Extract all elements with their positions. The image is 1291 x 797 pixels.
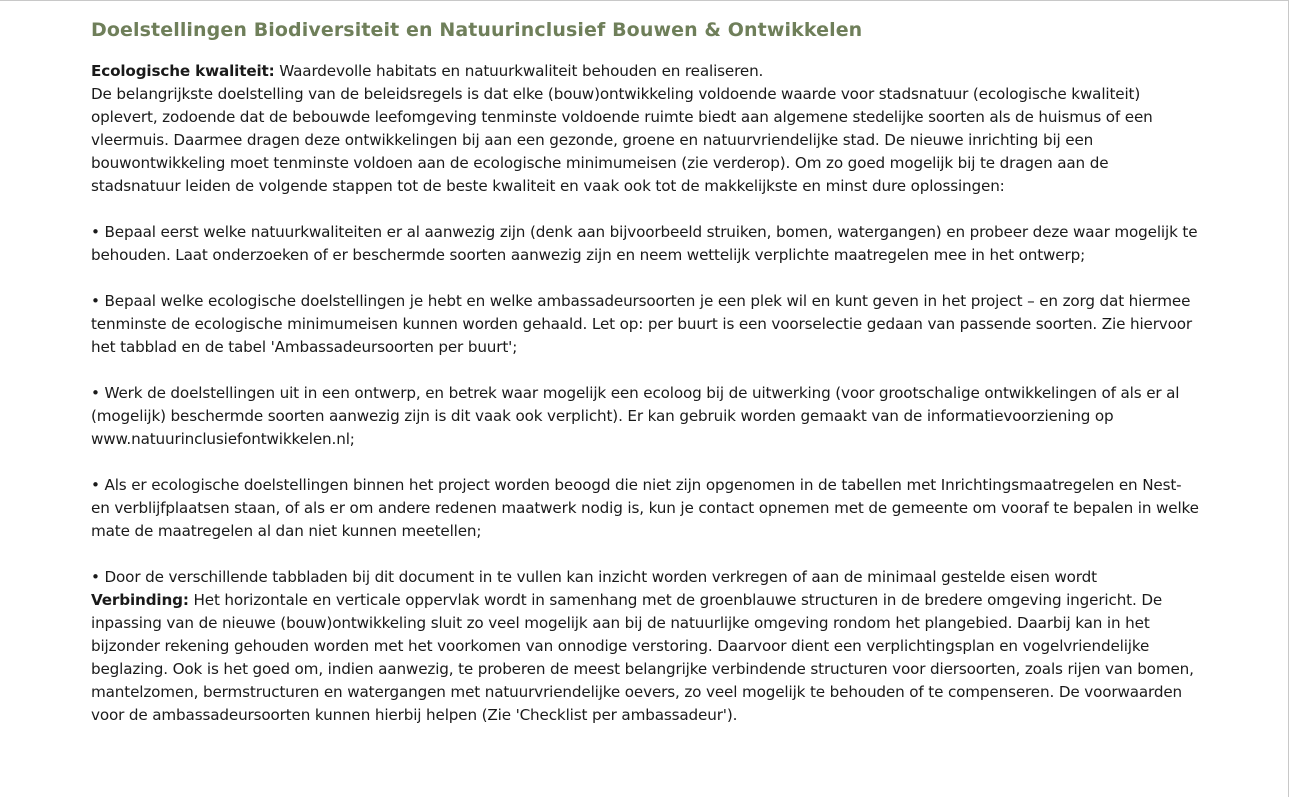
- bullet-item: • Als er ecologische doelstellingen binnen het project worden beoogd die niet zijn opgenomen in de tabellen met Inrichtingsmaatregelen en Nest- en verblijfplaatsen staan, of als er om andere redenen maatwerk nodig is, kun je contact opnemen met de gemeente om vooraf te bepalen in welke mate de maatregelen al dan niet kunnen meetellen;: [91, 476, 1199, 540]
- connection-paragraph: [91, 589, 1201, 727]
- connection-label: Verbinding:: [91, 591, 189, 609]
- ecological-quality-lead: [91, 60, 1201, 83]
- ecological-quality-label: Ecologische kwaliteit:: [91, 62, 275, 80]
- ecological-quality-lead-text: Waardevolle habitats en natuurkwaliteit behouden en realiseren.: [274, 62, 764, 80]
- paragraph-gap: [91, 198, 1201, 221]
- connection-text: Het horizontale en verticale oppervlak wordt in samenhang met de groenblauwe structuren in de bredere omgeving ingericht. De inpassing van de nieuwe (bouw)ontwikkeling sluit zo veel mogelijk aan bij de natuurlijke omgeving rondom het plangebied. Daarbij kan in het bijzonder rekening gehouden worden met het voorkomen van onnodige verstoring. Daarvoor dient een verplichtingsplan en vogelvriendelijke beglazing. Ook is het goed om, indien aanwezig, te proberen de meest belangrijke verbindende structuren voor diersoorten, zoals rijen van bomen, mantelzomen, bermstructuren en watergangen met natuurvriendelijke oevers, zo veel mogelijk te behouden of te compenseren. De voorwaarden voor de ambassadeursoorten kunnen hierbij helpen (Zie 'Checklist per ambassadeur').: [91, 591, 1194, 724]
- document-content: [91, 17, 1201, 727]
- bullet-item: • Bepaal eerst welke natuurkwaliteiten er al aanwezig zijn (denk aan bijvoorbeeld struiken, bomen, watergangen) en probeer deze waar mogelijk te behouden. Laat onderzoeken of er beschermde soorten aanwezig zijn en neem wettelijk verplichte maatregelen mee in het ontwerp;: [91, 223, 1198, 264]
- bullet-item: • Bepaal welke ecologische doelstellingen je hebt en welke ambassadeursoorten je een plek wil en kunt geven in het project – en zorg dat hiermee tenminste de ecologische minimumeisen kunnen worden gehaald. Let op: per buurt is een voorselectie gedaan van passende soorten. Zie hiervoor het tabblad en de tabel 'Ambassadeursoorten per buurt';: [91, 292, 1193, 356]
- bullet-item: • Werk de doelstellingen uit in een ontwerp, en betrek waar mogelijk een ecoloog bij de uitwerking (voor grootschalige ontwikkelingen of als er al (mogelijk) beschermde soorten aanwezig zijn is dit vaak ook verplicht). Er kan gebruik worden gemaakt van de informatievoorziening op www.natuurinclusiefontwikkelen.nl;: [91, 384, 1180, 448]
- paragraph-gap: [91, 359, 1201, 382]
- paragraph-gap: [91, 451, 1201, 474]
- page-title: Doelstellingen Biodiversiteit en Natuurinclusief Bouwen & Ontwikkelen: [91, 19, 863, 41]
- bullet-item: • Door de verschillende tabbladen bij dit document in te vullen kan inzicht worden verkregen of aan de minimaal gestelde eisen wordt: [91, 568, 1097, 586]
- paragraph-gap: [91, 267, 1201, 290]
- paragraph-gap: [91, 543, 1201, 566]
- ecological-quality-intro: De belangrijkste doelstelling van de beleidsregels is dat elke (bouw)ontwikkeling voldoende waarde voor stadsnatuur (ecologische kwaliteit) oplevert, zodoende dat de bebouwde leefomgeving tenminste voldoende ruimte biedt aan algemene stedelijke soorten als de huismus of een vleermuis. Daarmee dragen deze ontwikkelingen bij aan een gezonde, groene en natuurvriendelijke stad. De nieuwe inrichting bij een bouwontwikkeling moet tenminste voldoen aan de ecologische minimumeisen (zie verderop). Om zo goed mogelijk bij te dragen aan de stadsnatuur leiden de volgende stappen tot de beste kwaliteit en vaak ook tot de makkelijkste en minst dure oplossingen:: [91, 85, 1153, 195]
